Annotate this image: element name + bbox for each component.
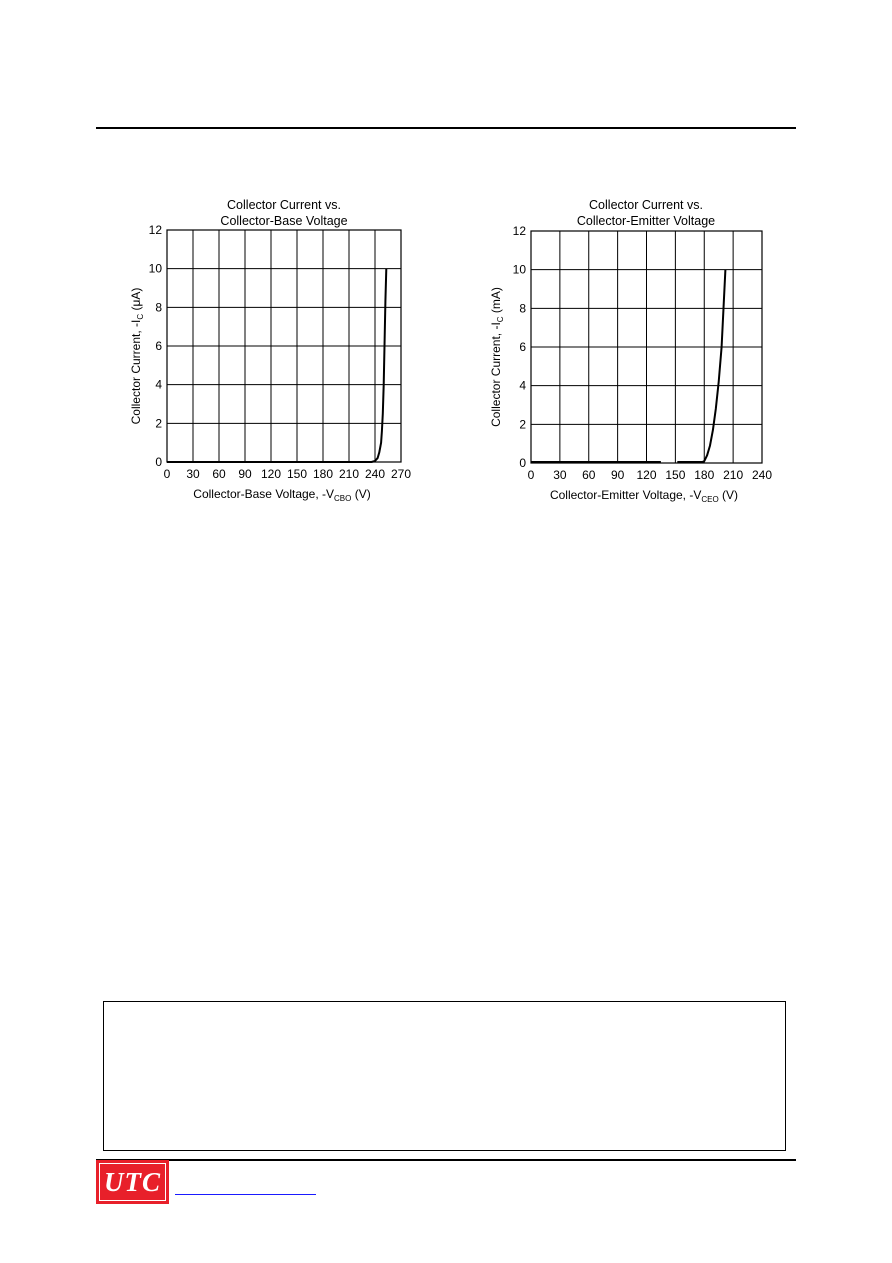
footer-rule: [96, 1159, 796, 1161]
y-axis-label: Collector Current, $-I_C$ (μA): [129, 287, 145, 425]
x-tick-label: 30: [553, 468, 567, 482]
x-tick-label: 180: [312, 467, 334, 481]
chart-title: Collector-Base Voltage: [220, 214, 348, 228]
x-axis-label: Collector-Base Voltage, $-V_{CBO}$ (V): [193, 487, 371, 503]
y-tick-label: 4: [519, 378, 526, 393]
x-tick-label: 210: [338, 467, 360, 481]
y-tick-label: 0: [519, 456, 526, 470]
x-tick-label: 90: [238, 467, 252, 481]
x-tick-label: 90: [610, 468, 625, 482]
y-tick-label: 2: [155, 416, 162, 431]
y-tick-label: 6: [155, 339, 162, 353]
y-tick-label: 0: [155, 455, 162, 469]
y-tick-label: 8: [155, 300, 162, 315]
y-tick-label: 4: [155, 377, 162, 392]
charts-canvas: [0, 0, 892, 600]
y-tick-label: 2: [519, 417, 526, 432]
x-tick-label: 0: [163, 467, 171, 481]
y-axis-label: Collector Current, $-I_C$ (mA): [489, 287, 505, 427]
chart-title: Collector Current vs.: [227, 198, 341, 212]
utc-logo-text: UTC: [99, 1163, 166, 1201]
footer-link[interactable]: [175, 1194, 316, 1195]
x-tick-label: 150: [286, 467, 308, 481]
y-tick-label: 10: [512, 262, 526, 277]
x-tick-label: 0: [527, 468, 535, 482]
x-tick-label: 240: [751, 468, 773, 482]
x-tick-label: 270: [390, 467, 412, 481]
x-tick-label: 120: [636, 468, 657, 482]
x-tick-label: 240: [364, 467, 386, 481]
chart-title: Collector-Emitter Voltage: [576, 214, 716, 228]
y-tick-label: 10: [148, 261, 162, 276]
notice-box: [103, 1001, 786, 1151]
x-tick-label: 30: [186, 467, 200, 481]
utc-logo: [96, 1160, 169, 1204]
x-tick-label: 180: [694, 468, 715, 482]
x-tick-label: 210: [723, 468, 744, 482]
x-tick-label: 120: [260, 467, 282, 481]
y-tick-label: 12: [148, 223, 162, 237]
series-line: [167, 269, 386, 462]
series-line: [677, 270, 725, 462]
x-tick-label: 150: [665, 468, 686, 482]
y-tick-label: 6: [519, 340, 526, 354]
y-tick-label: 8: [519, 301, 526, 316]
x-tick-label: 60: [582, 468, 596, 482]
chart-title: Collector Current vs.: [589, 198, 703, 212]
y-tick-label: 12: [512, 224, 526, 238]
x-tick-label: 60: [212, 467, 226, 481]
x-axis-label: Collector-Emitter Voltage, $-V_{CEO}$ (V): [549, 488, 739, 504]
